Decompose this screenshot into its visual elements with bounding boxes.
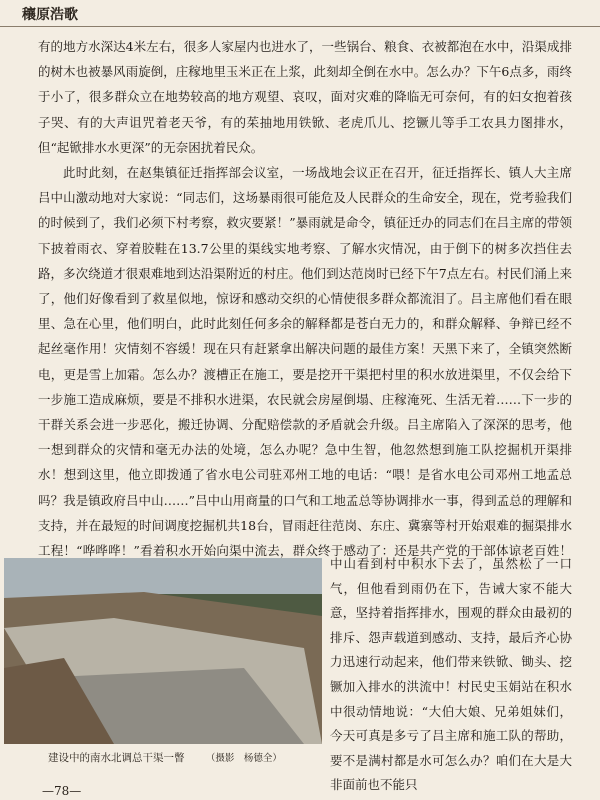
canal-photo-illustration — [4, 558, 322, 744]
right-column-text: 中山看到村中积水下去了，虽然松了一口气，但他看到雨仍在下，告诫大家不能大意，坚持着指挥排水，围观的群众由最初的排斥、怨声载道到感动、支持，最后齐心协力迅速行动起来，他们带来铁锨、锄头、挖镢加入排水的洪流中！村民史玉娟站在积水中很动情地说：“大伯大娘、兄弟姐妹们，今天可真是多亏了吕主席和施工队的帮助，要不是满村都是水可怎么办？咱们在大是大非面前也不能只 — [330, 556, 572, 793]
page-number: —78— — [42, 784, 82, 798]
article-body — [38, 34, 572, 588]
paragraph-1: 有的地方水深达4米左右，很多人家屋内也进水了，一些锅台、粮食、衣被都泡在水中，沿渠成排的树木也被暴风雨旋倒，庄稼地里玉米正在上浆，此刻却全倒在水中。怎么办？下午6点多，雨终于小了，很多群众立在地势较高的地方观望、哀叹，面对灾难的降临无可奈何，有的妇女抱着孩子哭、有的大声诅咒着老天爷，有的茱抽地用铁锨、老虎爪儿、挖镢儿等手工农具力图排水，但“起锨排水水更深”的无奈困扰着民众。 — [38, 39, 572, 155]
photo-caption — [48, 750, 282, 765]
photo-caption-text: 建设中的南水北调总干渠一瞥 — [48, 752, 185, 764]
photo-credit: （摄影 杨德全） — [205, 753, 282, 764]
canal-construction-photo — [4, 558, 322, 744]
running-head-title: 穰原浩歌 — [22, 7, 78, 23]
page-header — [0, 0, 600, 27]
paragraph-2: 此时此刻，在赵集镇征迁指挥部会议室，一场战地会议正在召开，征迁指挥长、镇人大主席吕中山激动地对大家说：“同志们，这场暴雨很可能危及人民群众的生命安全，现在，党考验我们的时候到了，我们必须下村考察，救灾要紧！”暴雨就是命令，镇征迁办的同志们在吕主席的带领下披着雨衣、穿着胶鞋在13.7公里的渠线实地考察、了解水灾情况，由于倒下的树多次挡住去路，多次绕道才很艰难地到达沿渠附近的村庄。他们到达范岗时已经下午7点左右。村民们涌上来了，他们好像看到了救星似地，惊讶和感动交织的心情使很多群众都流泪了。吕主席他们看在眼里、急在心里，他们明白，此时此刻任何多余的解释都是苍白无力的，和群众解释、争辩已经不起丝毫作用！灾情刻不容缓！现在只有赶紧拿出解决问题的最佳方案！天黑下来了，全镇突然断电，更是雪上加霜。怎么办？渡槽正在施工，要是挖开干渠把村里的积水放进渠里，不仅会给下一步施工造成麻烦，要是不排积水进渠，农民就会房屋倒塌、庄稼淹死、生活无着……下一步的干群关系会进一步恶化，搬迁协调、分配赔偿款的矛盾就会升级。吕主席陷入了深深的思考，他一想到群众的灾情和毫无办法的处境，怎么办呢？急中生智，他忽然想到施工队挖掘机开渠排水！想到这里，他立即拨通了省水电公司驻邓州工地的电话：“喂！是省水电公司邓州工地孟总吗？我是镇政府吕中山……”吕中山用商量的口气和工地孟总等协调排水一事，得到孟总的理解和支持，并在最短的时间调度挖掘机共18台，冒雨赶往范岗、东庄、冀寨等村开始艰难的掘渠排水工程！“哗哗哗！”看着积水开始向渠中流去，群众终于感动了：还是共产党的干部体谅老百姓！ — [38, 165, 572, 559]
